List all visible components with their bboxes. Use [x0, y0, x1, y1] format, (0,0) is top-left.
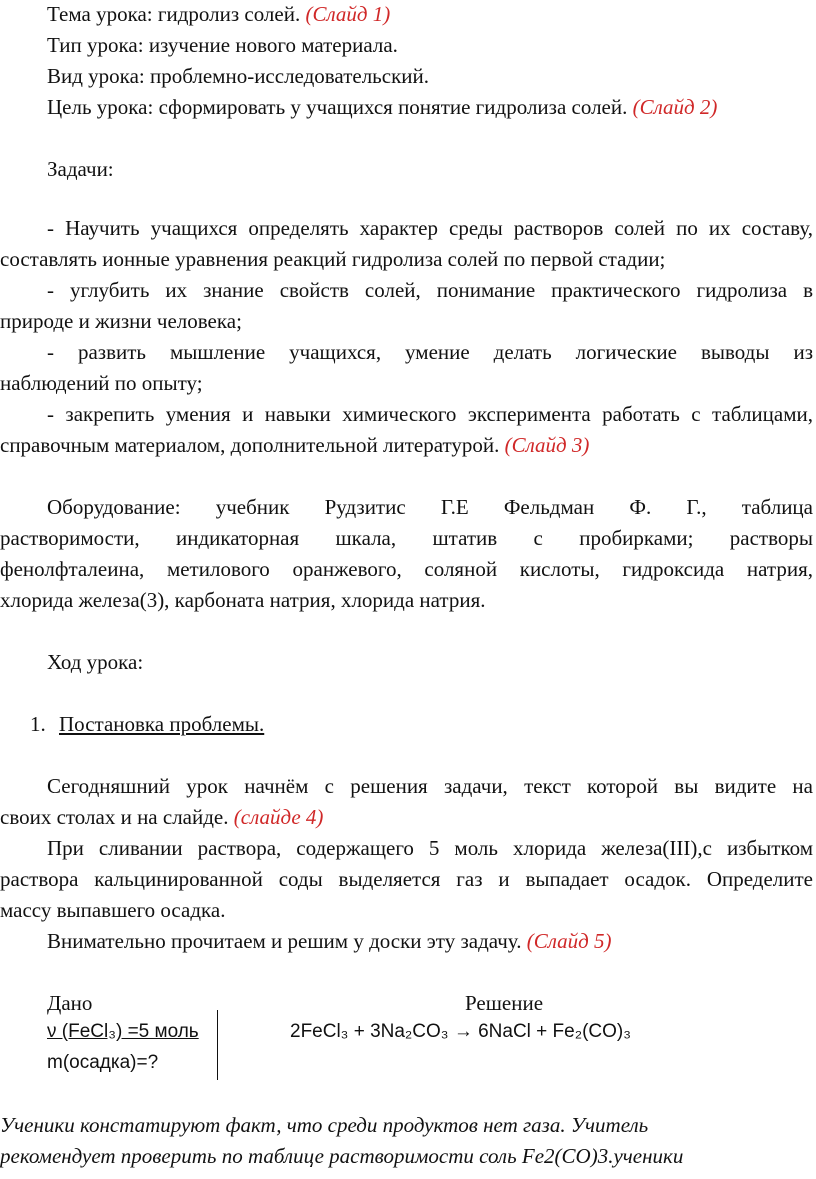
lesson-goal [47, 95, 807, 119]
lesson-kind: Вид урока: проблемно-исследовательский. [47, 64, 429, 88]
section-heading [30, 712, 790, 736]
task-3-line-1: - развить мышление учащихся, умение делать логические выводы из [47, 340, 813, 364]
task-4-line-2 [0, 433, 800, 457]
lesson-theme [47, 2, 807, 26]
lesson-goal-text: Цель урока: сформировать у учащихся понятие гидролиза солей. [47, 95, 628, 119]
slide-ref-5: (Слайд 5) [526, 929, 612, 953]
para-3 [47, 929, 807, 953]
find-mass: m(осадка)=? [47, 1052, 159, 1073]
lesson-type: Тип урока: изучение нового материала. [47, 33, 398, 57]
slide-ref-3: (Слайд 3) [504, 433, 590, 457]
para-1-line-1: Сегодняшний урок начнём с решения задачи, текст которой вы видите на [47, 774, 813, 798]
equipment-line-3: фенолфталеина, метилового оранжевого, соляной кислоты, гидроксида натрия, [0, 557, 813, 581]
para-2-line-2: раствора кальцинированной соды выделяется газ и выпадает осадок. Определите [0, 867, 813, 891]
equipment-line-1: Оборудование: учебник Рудзитис Г.Е Фельдман Ф. Г., таблица [47, 495, 813, 519]
lesson-flow-title: Ход урока: [47, 650, 144, 674]
para-1-line-2 [0, 805, 800, 829]
footer-line-1: Ученики констатируют факт, что среди продуктов нет газа. Учитель [0, 1113, 649, 1137]
para-2-line-3: массу выпавшего осадка. [0, 898, 226, 922]
task-2-line-2: природе и жизни человека; [0, 309, 242, 333]
para-2-line-1: При сливании раствора, содержащего 5 моль хлорида железа(III),с избытком [47, 836, 813, 860]
task-4-line-2-text: справочным материалом, дополнительной литературой. [0, 433, 500, 457]
solution-label: Решение [465, 991, 544, 1015]
para-1-text: своих столах и на слайде. [0, 805, 229, 829]
task-2-line-1: - углубить их знание свойств солей, понимание практического гидролиза в [47, 278, 813, 302]
lesson-theme-text: Тема урока: гидролиз солей. [47, 2, 301, 26]
slide-ref-4: (слайде 4) [233, 805, 324, 829]
equipment-line-4: хлорида железа(3), карбоната натрия, хлорида натрия. [0, 588, 486, 612]
given-amount: ν (FeCl₃) =5 моль [47, 1021, 199, 1042]
task-1-line-1: - Научить учащихся определять характер среды растворов солей по их составу, [47, 216, 813, 240]
slide-ref-2: (Слайд 2) [632, 95, 718, 119]
para-3-text: Внимательно прочитаем и решим у доски эту задачу. [47, 929, 522, 953]
given-label: Дано [47, 991, 93, 1015]
footer-line-2: рекомендует проверить по таблице растворимости соль Fe2(CO)3.ученики [0, 1144, 684, 1168]
task-1-line-2: составлять ионные уравнения реакций гидролиза солей по первой стадии; [0, 247, 666, 271]
section-number: 1. [30, 712, 46, 736]
slide-ref-1: (Слайд 1) [305, 2, 391, 26]
section-title: Постановка проблемы. [59, 712, 265, 736]
tasks-title: Задачи: [47, 157, 114, 181]
equipment-line-2: растворимости, индикаторная шкала, штатив с пробирками; растворы [0, 526, 813, 550]
task-4-line-1: - закрепить умения и навыки химического эксперимента работать с таблицами, [47, 402, 813, 426]
reaction-equation: 2FeCl₃ + 3Na₂CO₃ → 6NaCl + Fe₂(CO)₃ [290, 1021, 631, 1042]
task-3-line-2: наблюдений по опыту; [0, 371, 203, 395]
given-divider [217, 1010, 218, 1080]
